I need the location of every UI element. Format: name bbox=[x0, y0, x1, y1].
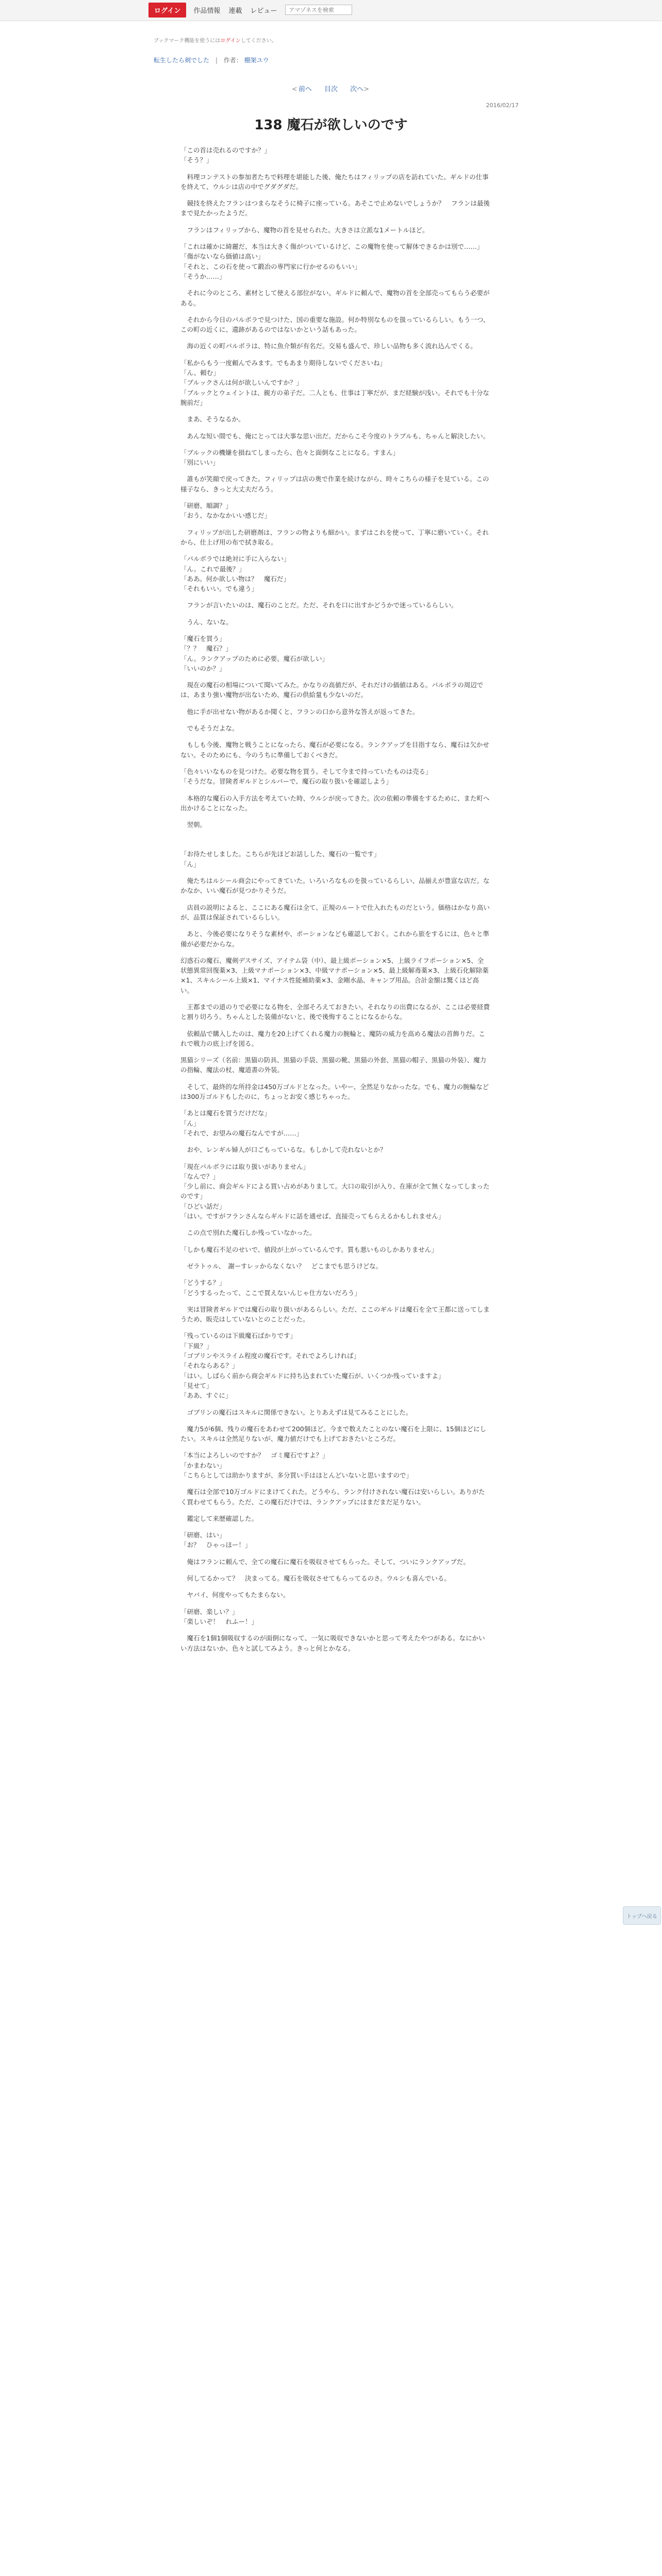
chapter-body bbox=[180, 145, 490, 1660]
paragraph: 「パルボラでは絶対に手に入らない」 「ん。これで最後？」 「ああ。何か欲しい物は？ 魔石だ」 「それもいい。でも違う」 bbox=[180, 555, 290, 593]
paragraph: 「ブルックの機嫌を損ねてしまったら、色々と面倒なことになる。すまん」 「別にいい」 bbox=[180, 448, 400, 467]
notice-text-before: ブックマーク機能を使うには bbox=[154, 38, 221, 44]
paragraph: 「これは確かに綺麗だ、本当は大きく傷がついているけど、この魔物を使って解体できるかは別で……」 「傷がないなら価値は高い」 「それと、この石を使って鍛冶の専門家に行かせるのもいい」 「そうか……」 bbox=[180, 243, 484, 280]
paragraph: 「本当によろしいのですか？ ゴミ魔石ですよ？」 「かまわない」 「こちらとしては助かりますが、多分買い手はほとんどいないと思いますので」 bbox=[180, 1451, 413, 1479]
paragraph: 「残っているのは下級魔石ばかりです」 「下級？」 「ゴブリンやスライム程度の魔石です。それでよろしければ」 「それならある？」 「はい。しばらく前から商会ギルドに持ち込まれていた魔石が、いくつか残っていますよ」 「見せて」 「ああ、すぐに」 bbox=[180, 1332, 445, 1400]
paragraph: 幻惑石の魔石、魔剣デスサイズ、アイテム袋（中）、最上級ポーション×5、上級ライフポーション×5、全状態異常回復薬×3、上級マナポーション×3、中級マナポーション×5、最上級解毒薬×3、上級石化解除薬×1、スキルシール上級×1、マイナス性能補助薬×3、金剛水晶、キャンプ用品。合計金額は驚くほど高い。 bbox=[180, 956, 489, 994]
paragraph: 魔力5が6個、残りの魔石をあわせて200個ほど。今まで数えたことのない魔石を上限に、15個ほどにしたい。スキルは全然足りないが、魔力値だけでも上げておきたいところだ。 bbox=[180, 1425, 487, 1443]
work-title-link[interactable]: 転生したら剣でした bbox=[154, 57, 210, 64]
paragraph: 「お待たせしました。こちらが先ほどお話しした、魔石の一覧です」 「ん」 bbox=[180, 850, 380, 868]
paragraph: それに今のところ、素材として使える部位がない。ギルドに頼んで、魔物の首を全部売ってもらう必要がある。 bbox=[180, 289, 490, 307]
paragraph: 「研磨、楽しい？」 「楽しいぞ！ れふー！」 bbox=[180, 1607, 258, 1625]
paragraph: でもそうだよな。 bbox=[180, 724, 239, 733]
paragraph: 「色々いいなものを見つけた。必要な物を買う。そして今まで持っていたものは売る」 「そうだな。冒険者ギルドとシルバーで、魔石の取り扱いを確認しよう」 bbox=[180, 767, 432, 786]
paragraph: うん、ないな。 bbox=[180, 618, 233, 626]
paragraph: 依頼品で購入したのは、魔力を20上げてくれる魔力の腕輪と、魔防の威力を高める魔法の首飾りだ。これで戦力の底上げを図る。 bbox=[180, 1029, 485, 1047]
prev-arrow-icon: < bbox=[291, 86, 297, 93]
paragraph: 他に手が出せない物があるか聞くと、フランの口から意外な答えが返ってきた。 bbox=[180, 707, 419, 716]
paragraph: それから今日のパルボラで見つけた、国の重要な施設。何か特別なものを扱っているらしい。もう一つ、この町の近くに、遺跡があるのではないかという話もあった。 bbox=[180, 315, 490, 334]
paragraph: ゴブリンの魔石はスキルに関係できない。とりあえずは見てみることにした。 bbox=[180, 1408, 412, 1416]
chapter-title: 138 魔石が欲しいのです bbox=[254, 117, 408, 133]
nav-item-serial[interactable]: 連載 bbox=[228, 7, 242, 15]
toc-link[interactable]: 目次 bbox=[324, 86, 338, 93]
paragraph: 現在の魔石の相場について聞いてみた。かなりの高値だが、それだけの価値はある。パルボラの周辺では、あまり強い魔物が出ないため、魔石の供給量も少ないのだ。 bbox=[180, 681, 484, 699]
search-input[interactable] bbox=[285, 5, 352, 15]
paragraph: 「研磨、はい」 「お？ ひゃっほー！」 bbox=[180, 1531, 252, 1549]
notice-text-after: してください。 bbox=[240, 38, 277, 44]
paragraph: 「この首は売れるのですか？」 「そう？」 bbox=[180, 146, 271, 164]
paragraph: 海の近くの町パルボラは、特に魚介類が有名だ。交易も盛んで、珍しい品物も多く流れ込んでくる。 bbox=[180, 342, 477, 350]
paragraph: 翌朝。 bbox=[180, 821, 207, 829]
pager-top bbox=[0, 83, 662, 93]
paragraph: この点で別れた魔石しか残っていなかった。 bbox=[180, 1229, 316, 1237]
paragraph: ゼラトゥル、 謝ーすレッからなくない？ どこまでも思うけどな。 bbox=[180, 1262, 383, 1270]
prev-link[interactable] bbox=[292, 86, 312, 93]
back-to-top-button[interactable]: トップへ戻る bbox=[623, 1906, 661, 1925]
paragraph: そして、最終的な所持金は450万ゴルドとなった。いやー、全然足りなかったな。でも、魔力の腕輪などは300万ゴルドもしたのに、ちょっとお安く感じちゃった。 bbox=[180, 1082, 489, 1101]
paragraph: あと、今後必要になりそうな素材や、ポーションなども確認しておく。これから旅をするには、色々と準備が必要だからな。 bbox=[180, 930, 490, 948]
paragraph: 「現在パルボラには取り扱いがありません」 「なんで？」 「少し前に、商会ギルドによる買い占めがありまして。大口の取引が入り、在庫が全て無くなってしまったのです」 「ひどい話だ」 「はい。ですがフランさんならギルドに話を通せば、直接売ってもらえるかもしれません」 bbox=[180, 1162, 490, 1221]
next-link[interactable] bbox=[350, 86, 370, 93]
paragraph: 「研磨、順調？」 「おう、なかなかいい感じだ」 bbox=[180, 502, 271, 520]
paragraph: 誰もが笑顔で戻ってきた。フィリップは店の奥で作業を続けながら、時々こちらの様子を見ている。この様子なら、きっと大丈夫だろう。 bbox=[180, 475, 489, 493]
paragraph: まあ、そうなるか。 bbox=[180, 415, 245, 423]
paragraph: おや、レンギル婦人が口ごもっているな。もしかして売れないとか？ bbox=[180, 1146, 387, 1154]
paragraph: 料理コンテストの参加者たちで料理を堪能した後、俺たちはフィリップの店を訪れていた。ギルドの仕事を終えて、ウルシは店の中でグダグダだ。 bbox=[180, 173, 489, 191]
paragraph: 鑑定して来歴確認した。 bbox=[180, 1514, 258, 1522]
paragraph: 「しかも魔石不足のせいで、値段が上がっているんです。質も悪いものしかありません」 bbox=[180, 1245, 438, 1253]
paragraph: 「あとは魔石を買うだけだな」 「ん」 「それで、お望みの魔石なんですが……」 bbox=[180, 1109, 303, 1137]
paragraph: フランが言いたいのは、魔石のことだ。ただ、それを口に出すかどうかで迷っているらしい。 bbox=[180, 601, 458, 609]
author-label: 作者： bbox=[223, 57, 242, 64]
paragraph: 俺たちはルシール商会にやってきていた。いろいろなものを扱っているらしい、品揃えが豊富な店だ。なかなか、いい魔石が見つかりそうだ。 bbox=[180, 877, 490, 895]
login-button[interactable]: ログイン bbox=[148, 3, 186, 18]
paragraph: 「私からもう一度頼んでみます。でもあまり期待しないでくださいね」 「ん、頼む」 「ブルックさんは何が欲しいんですか？」 「ブルックとウェイントは、親方の弟子だ。二人とも、仕事は丁寧だが、まだ経験が浅い。それでも十分な腕前だ」 bbox=[180, 359, 490, 406]
paragraph: 「どうする？」 「どうするったって、ここで買えないんじゃ仕方ないだろう」 bbox=[180, 1279, 361, 1297]
paragraph: あんな短い間でも、俺にとっては大事な思い出だ。だからこそ今度のトラブルも、ちゃんと解決したい。 bbox=[180, 432, 490, 440]
top-bar bbox=[0, 0, 662, 21]
paragraph: 何してるかって？ 決まってる。魔石を吸収させてもらってるのさ。ウルシも喜んでいる。 bbox=[180, 1574, 451, 1583]
next-arrow-icon: > bbox=[363, 86, 370, 93]
paragraph: フランはフィリップから、魔物の首を見せられた。大きさは立派な1メートルほど。 bbox=[180, 226, 429, 234]
paragraph: フィリップが出した研磨剤は、フランの物よりも細かい。まずはこれを使って、丁寧に磨いていく。それから、仕上げ用の布で拭き取る。 bbox=[180, 528, 489, 546]
paragraph: 黒猫シリーズ（名前：黒猫の防具、黒猫の手袋、黒猫の靴、黒猫の外套、黒猫の帽子、黒猫の外装）、魔力の指輪、魔法の杖、魔道書の外装。 bbox=[180, 1056, 487, 1074]
notice-login-link[interactable]: ログイン bbox=[220, 38, 241, 44]
breadcrumb-separator: | bbox=[215, 57, 218, 64]
paragraph: 実は冒険者ギルドでは魔石の取り扱いがあるらしい。ただ、ここのギルドは魔石を全て王都に送ってしまうため、販売はしていないとのことだった。 bbox=[180, 1305, 490, 1324]
author-link[interactable]: 棚架ユウ bbox=[244, 57, 269, 64]
nav-item-review[interactable]: レビュー bbox=[250, 7, 277, 15]
paragraph: 俺はフランに頼んで、全ての魔石に魔石を吸収させてもらった。そして、ついにランクアップだ。 bbox=[180, 1557, 470, 1566]
bookmark-notice bbox=[154, 36, 277, 44]
paragraph: 競技を終えたフランはつまらなそうに椅子に座っている。あそこで止めないでしょうか？ フランは最後まで見たかったようだ。 bbox=[180, 199, 490, 217]
paragraph: 店員の説明によると、ここにある魔石は全て、正規のルートで仕入れたものだという。価格はかなり高いが、品質は保証されているらしい。 bbox=[180, 903, 490, 921]
paragraph: 魔石は全部で10万ゴルドにまけてくれた。どうやら、ランク付けされない魔石は安いらしい。ありがたく買わせてもらう。ただ、この魔石だけでは、ランクアップにはまだまだ足りない。 bbox=[180, 1488, 485, 1506]
paragraph: もしも今後、魔物と戦うことになったら、魔石が必要になる。ランクアップを目指すなら、魔石は欠かせない。そのためにも、今のうちに準備しておくべきだ。 bbox=[180, 741, 489, 759]
paragraph: 魔石を1個1個吸収するのが面倒になって、一気に吸収できないかと思って考えたやつがある。なにかいい方法はないか、色々と試してみよう。きっと何とかなる。 bbox=[180, 1634, 485, 1652]
breadcrumb bbox=[154, 56, 269, 64]
paragraph: 「魔石を買う」 「？？ 魔石？」 「ん。ランクアップのために必要。魔石が欲しい」 「いいのか？」 bbox=[180, 634, 329, 672]
paragraph: 王都までの道のりで必要になる物を、全部そろえておきたい。それなりの出費になるが、ここは必要経費と割り切ろう。ちゃんとした装備がないと、後で後悔することになるからな。 bbox=[180, 1003, 490, 1021]
top-bar-inner bbox=[148, 3, 352, 16]
next-label: 次へ bbox=[350, 86, 364, 93]
prev-label: 前へ bbox=[298, 86, 312, 93]
paragraph: ヤバイ、何度やってもたまらない。 bbox=[180, 1591, 290, 1599]
paragraph: 本格的な魔石の入手方法を考えていた時、ウルシが戻ってきた。次の依頼の準備をするために、また町へ出かけることになった。 bbox=[180, 794, 490, 812]
post-date: 2016/02/17 bbox=[486, 102, 519, 109]
nav-item-work-info[interactable]: 作品情報 bbox=[193, 7, 221, 15]
